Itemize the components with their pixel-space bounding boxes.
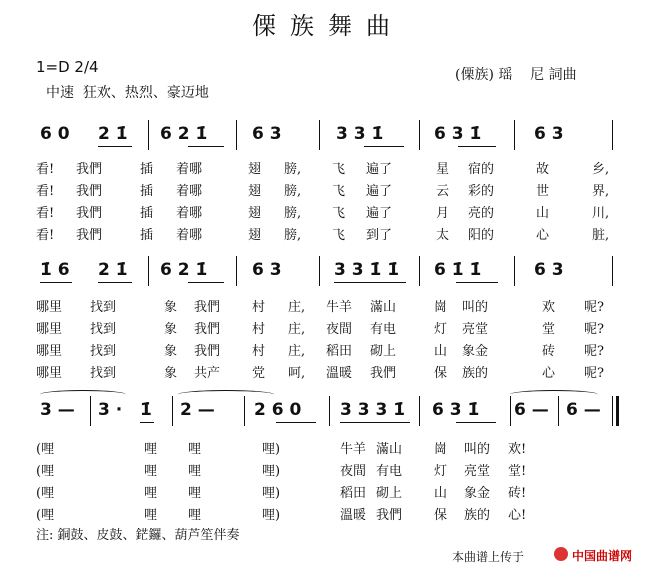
bar-line <box>244 396 245 426</box>
measure-note: 6 3 <box>252 260 282 280</box>
measure-note: 3 3 1̇ <box>336 124 384 144</box>
measure-note: 6 0 <box>40 124 70 144</box>
measure-note: 3 3 1̇ 1̇ <box>334 260 400 280</box>
measure-note: 1̇ <box>140 400 152 420</box>
lyric-verse-4b: 哪里 找到 象 共产 党 呵, 溫暖 我們 保 族的 心 呢? <box>36 366 604 381</box>
lyric-verse-4: 看! 我們 插 着哪 翅 膀, 飞 到了 太 阳的 心 脏, <box>36 228 610 243</box>
site-logo-icon <box>554 547 568 561</box>
lyric-refrain-1: (哩 哩 哩 哩) 牛羊 滿山 崗 叫的 欢! <box>36 442 527 457</box>
site-logo-text: 中国曲谱网 <box>572 549 633 563</box>
bar-line <box>90 396 91 426</box>
staff-row-1 <box>36 118 618 152</box>
beam-line <box>188 282 224 283</box>
measure-note: 6 — <box>566 400 601 420</box>
lyric-verse-2: 看! 我們 插 着哪 翅 膀, 飞 遍了 云 彩的 世 界, <box>36 184 610 199</box>
bar-line <box>514 120 515 150</box>
measure-note: 2 1̇ <box>98 260 128 280</box>
measure-note: 6 2 1̇ <box>160 124 208 144</box>
measure-note: 6 3 <box>534 260 564 280</box>
measure-note: 1̇ 6 <box>40 260 70 280</box>
measure-note: 6 3 1̇ <box>432 400 480 420</box>
beam-line <box>98 146 132 147</box>
bar-line <box>319 120 320 150</box>
measure-note: 6 1̇ 1̇ <box>434 260 482 280</box>
measure-note: 3 — <box>40 400 75 420</box>
upload-watermark: 本曲谱上传于 <box>452 550 525 564</box>
bar-line <box>558 396 559 426</box>
bar-line <box>510 396 511 426</box>
double-bar-line <box>329 396 334 426</box>
beam-line <box>456 282 498 283</box>
page-title: 傈族舞曲 <box>252 12 404 40</box>
key-signature: 1=D 2/4 <box>36 58 99 76</box>
final-bar-line <box>612 396 619 426</box>
lyric-verse-1: 看! 我們 插 着哪 翅 膀, 飞 遍了 星 宿的 故 乡, <box>36 162 610 177</box>
measure-note: 6 2 1̇ <box>160 260 208 280</box>
measure-note: 6 — <box>514 400 549 420</box>
bar-line <box>419 120 420 150</box>
bar-line <box>148 120 149 150</box>
double-bar-line <box>319 256 324 286</box>
measure-note: 6 3 1̇ <box>434 124 482 144</box>
instrument-note: 注: 銅鼓、皮鼓、鋩鑼、葫芦笙伴奏 <box>36 528 240 543</box>
measure-note: 3 · <box>98 400 123 420</box>
bar-line <box>236 256 237 286</box>
beam-line <box>334 282 406 283</box>
lyric-verse-3b: 哪里 找到 象 我們 村 庄, 稻田 砌上 山 象金 砖 呢? <box>36 344 604 359</box>
tempo-marking: 中速 狂欢、热烈、豪迈地 <box>46 85 209 101</box>
bar-line <box>236 120 237 150</box>
bar-line <box>612 120 613 150</box>
bar-line <box>172 396 173 426</box>
lyric-verse-2b: 哪里 找到 象 我們 村 庄, 夜間 有电 灯 亮堂 堂 呢? <box>36 322 604 337</box>
lyric-refrain-2: (哩 哩 哩 哩) 夜間 有电 灯 亮堂 堂! <box>36 464 527 479</box>
beam-line <box>364 146 404 147</box>
measure-note: 6 3 <box>252 124 282 144</box>
author-credit: (傈族) 瑶 尼 詞曲 <box>455 67 577 83</box>
lyric-verse-3: 看! 我們 插 着哪 翅 膀, 飞 遍了 月 亮的 山 川, <box>36 206 610 221</box>
measure-note: 2 — <box>180 400 215 420</box>
beam-line <box>40 282 72 283</box>
beam-line <box>340 422 410 423</box>
measure-note: 2 1̇ <box>98 124 128 144</box>
beam-line <box>458 146 496 147</box>
bar-line <box>419 396 420 426</box>
bar-line <box>419 256 420 286</box>
lyric-refrain-3: (哩 哩 哩 哩) 稻田 砌上 山 象金 砖! <box>36 486 527 501</box>
bar-line <box>612 256 613 286</box>
beam-line <box>188 146 224 147</box>
beam-line <box>98 282 132 283</box>
measure-note: 2 6 0 <box>254 400 302 420</box>
lyric-verse-1b: 哪里 找到 象 我們 村 庄, 牛羊 滿山 崗 叫的 欢 呢? <box>36 300 604 315</box>
bar-line <box>148 256 149 286</box>
beam-line <box>140 422 154 423</box>
beam-line <box>276 422 316 423</box>
measure-note: 6 3 <box>534 124 564 144</box>
lyric-refrain-4: (哩 哩 哩 哩) 溫暖 我們 保 族的 心! <box>36 508 527 523</box>
bar-line <box>514 256 515 286</box>
staff-row-3 <box>36 394 618 428</box>
beam-line <box>456 422 496 423</box>
staff-row-2 <box>36 254 618 288</box>
measure-note: 3 3 3 1̇ <box>340 400 406 420</box>
